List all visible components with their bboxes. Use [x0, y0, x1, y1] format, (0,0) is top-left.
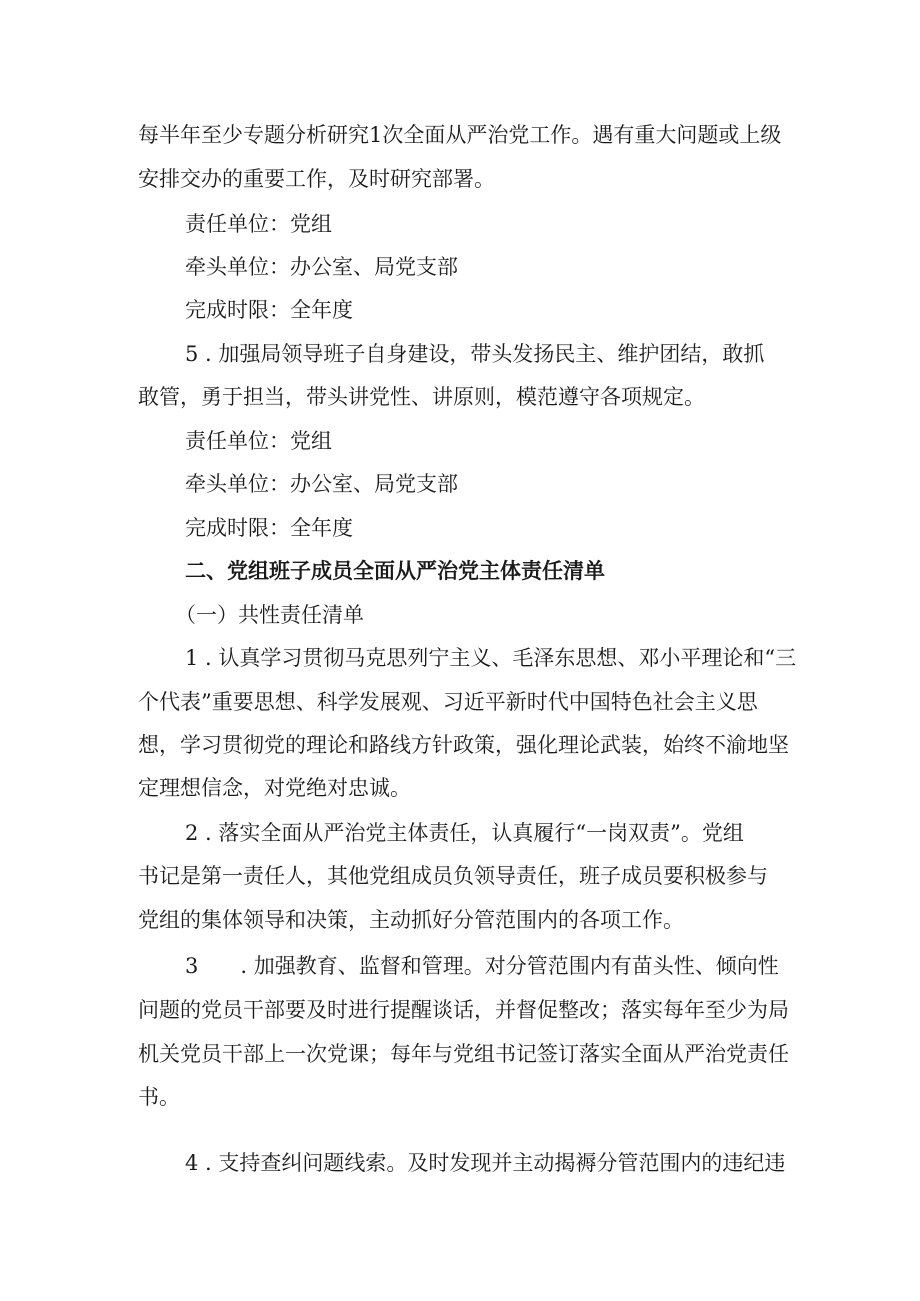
text-line: 2 . 落实全面从严治党主体责任，认真履行“一岗双责”。党组 [185, 821, 744, 845]
text-line: 责任单位：党组 [185, 212, 332, 236]
section-heading: 二、党组班子成员全面从严治党主体责任清单 [185, 558, 605, 583]
text-line: 书记是第一责任人，其他党组成员负领导责任，班子成员要积极参与 [138, 864, 768, 888]
text-line: 完成时限：全年度 [185, 298, 353, 322]
text-line: 定理想信念，对党绝对忠诚。 [138, 776, 411, 800]
text-line: 4 . 支持查纠问题线索。及时发现并主动揭褥分管范围内的违纪违 [185, 1151, 786, 1175]
text-line: 5 . 加强局领导班子自身建设，带头发扬民主、维护团结，敢抓 [185, 342, 765, 366]
text-line: 问题的党员干部要及时进行提醒谈话，并督促整改；落实每年至少为局 [138, 998, 789, 1022]
subsection-heading: （一）共性责任清单 [175, 603, 364, 627]
text-line: 完成时限：全年度 [185, 516, 353, 540]
text-line: 想，学习贯彻党的理论和路线方针政策，强化理论武装，始终不渝地坚 [138, 733, 789, 757]
text-line: 机关党员干部上一次党课；每年与党组书记签订落实全面从严治党责任 [138, 1042, 789, 1066]
text-line: 书。 [138, 1085, 180, 1109]
text-line: 每半年至少专题分析研究1次全面从严治党工作。遇有重大问题或上级 [138, 123, 782, 147]
text-line: 牵头单位：办公室、局党支部 [185, 255, 458, 279]
text-line: 3 . 加强教育、监督和管理。对分管范围内有苗头性、倾向性 [185, 954, 779, 978]
text-line: 个代表”重要思想、科学发展观、习近平新时代中国特色社会主义思 [138, 690, 758, 714]
text-line: 责任单位：党组 [185, 429, 332, 453]
text-line: 牵头单位：办公室、局党支部 [185, 472, 458, 496]
text-line: 1 . 认真学习贯彻马克思列宁主义、毛泽东思想、邓小平理论和“三 [185, 646, 797, 670]
text-line: 党组的集体领导和决策，主动抓好分管范围内的各项工作。 [138, 908, 684, 932]
text-line: 安排交办的重要工作，及时研究部署。 [138, 167, 495, 191]
text-line: 敢管，勇于担当，带头讲党性、讲原则，模范遵守各项规定。 [138, 385, 705, 409]
